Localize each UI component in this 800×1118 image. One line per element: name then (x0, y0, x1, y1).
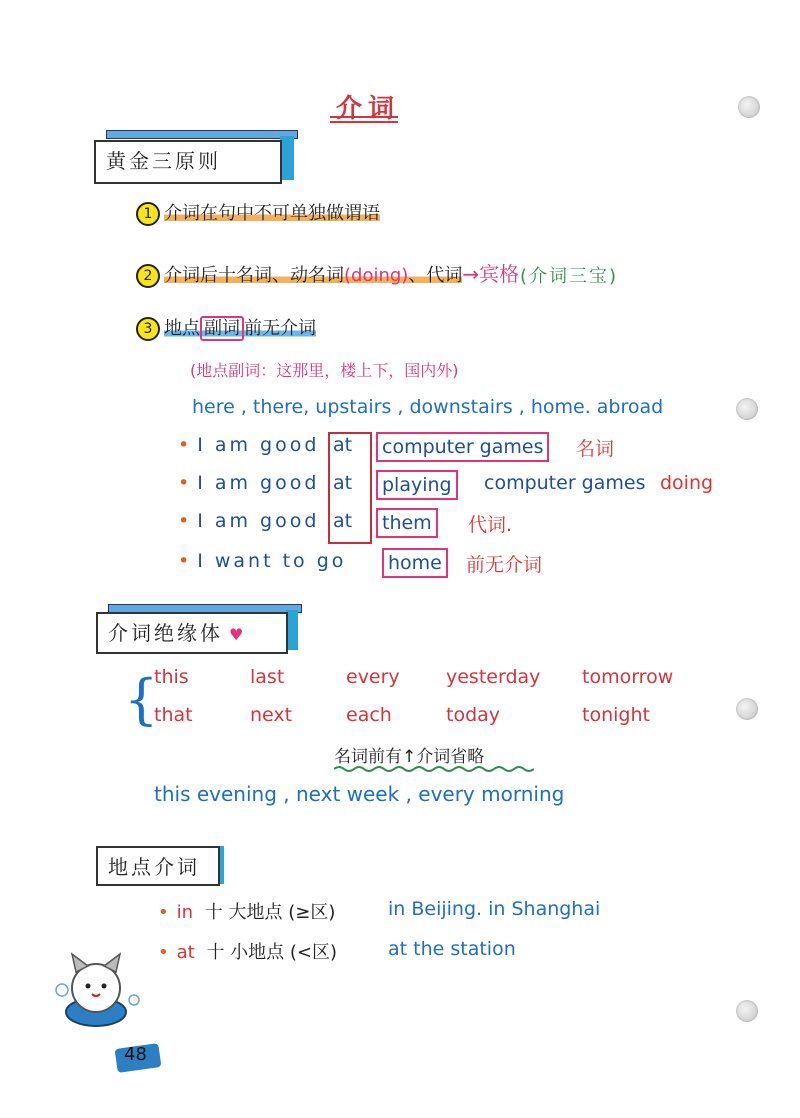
section-header-accent (106, 130, 298, 139)
rule-1 (136, 199, 380, 226)
example-1-object: computer games (376, 432, 549, 462)
place-rule-in-example: in Beijing. in Shanghai (388, 898, 601, 920)
example-4: • I want to go home 前无介词 (178, 550, 543, 576)
binder-hole-4 (736, 1000, 758, 1022)
section-header-insulators-label: 介词绝缘体 (108, 621, 223, 645)
rule-2-note: (介词三宝) (520, 266, 619, 287)
insulator-2-4: today (446, 704, 501, 726)
insulator-rule-a: 名词前有 (334, 747, 402, 767)
insulator-rule (334, 742, 484, 767)
rule-3-number: 3 (136, 317, 160, 341)
rule-3-text-b: 前无介词 (244, 318, 316, 339)
example-4-object: home (382, 548, 448, 578)
example-3-prep: at (333, 510, 353, 532)
example-2-pre: I am good (197, 472, 320, 494)
example-3: • I am good at them 代词. (178, 510, 513, 536)
place-rule-at: • at 十 小地点 (<区) at the station (158, 938, 516, 963)
place-rule-at-example: at the station (388, 938, 516, 960)
title-underline-2 (330, 121, 398, 123)
place-rule-in: • in 十 大地点 (≥区) in Beijing. in Shanghai (158, 898, 601, 923)
rule-2-text-a: 介词后十名词、动名词 (164, 265, 344, 286)
example-3-tag: 代词. (468, 514, 513, 536)
example-1-tag: 名词 (576, 438, 615, 460)
place-rule-at-prep: at (176, 942, 195, 963)
insulator-2-1: that (154, 704, 193, 726)
example-4-pre: I want to go (197, 550, 347, 572)
insulator-1-1: this (154, 666, 189, 688)
place-adverbs-list: here , there, upstairs , downstairs , home. abroad (192, 396, 664, 418)
example-2-object: playing (376, 470, 458, 500)
rule-3-box: 副词 (200, 316, 244, 341)
example-1-pre: I am good (197, 434, 320, 456)
insulator-2-5: tonight (582, 704, 650, 726)
place-rule-in-prep: in (176, 902, 194, 923)
section-header-golden-rules: 黄金三原则 (94, 140, 282, 184)
rule-1-number: 1 (136, 202, 160, 226)
example-2: • I am good at playing computer games doing (178, 472, 319, 494)
insulator-1-5: tomorrow (582, 666, 674, 688)
section-header-shadow (280, 136, 294, 180)
example-2-prep: at (333, 472, 353, 494)
example-3-object: them (376, 508, 438, 538)
binder-hole-3 (736, 698, 758, 720)
example-1-prep: at (333, 434, 353, 456)
insulator-2-3: each (346, 704, 392, 726)
example-3-pre: I am good (197, 510, 320, 532)
binder-hole-2 (736, 398, 758, 420)
binder-hole-1 (738, 96, 760, 118)
rule-3-text-a: 地点 (164, 318, 200, 339)
example-2-tag: doing (660, 472, 714, 494)
title-underline (330, 116, 398, 118)
rule-1-text: 介词在句中不可单独做谓语 (164, 203, 380, 224)
example-2-rest: computer games (484, 472, 646, 494)
rule-2 (136, 258, 519, 288)
place-rule-at-rule: 十 小地点 (<区) (206, 942, 338, 963)
section-header-insulators (96, 612, 288, 654)
cat-mascot-illustration (48, 950, 148, 1040)
wavy-underline (334, 765, 534, 773)
insulator-examples: this evening , next week , every morning (154, 782, 565, 806)
rule-2-text-b: 、代词 (408, 265, 463, 286)
page-number: 48 (124, 1044, 147, 1065)
insulator-1-2: last (250, 666, 285, 688)
insulator-1-3: every (346, 666, 400, 688)
rule-3 (136, 314, 316, 341)
up-arrow-icon: ↑ (402, 747, 417, 767)
place-rule-in-rule: 十 大地点 (≥区) (204, 902, 336, 923)
rule-2-doing: (doing) (344, 265, 409, 286)
rule-2-arrow-note: →宾格 (462, 262, 520, 286)
example-4-tag: 前无介词 (466, 554, 543, 576)
insulator-1-4: yesterday (446, 666, 541, 688)
heart-icon: ♥ (229, 625, 247, 644)
page-title: 介词 (336, 94, 401, 124)
section-header-place-prep: 地点介词 (96, 846, 220, 886)
insulator-rule-b: 介词省略 (416, 747, 485, 767)
rule-2-number: 2 (136, 264, 160, 288)
example-1: • I am good at computer games 名词 (178, 434, 615, 460)
place-adverbs-note: (地点副词：这那里，楼上下，国内外) (190, 361, 459, 380)
left-brace: { (124, 668, 159, 731)
insulator-2-2: next (250, 704, 293, 726)
